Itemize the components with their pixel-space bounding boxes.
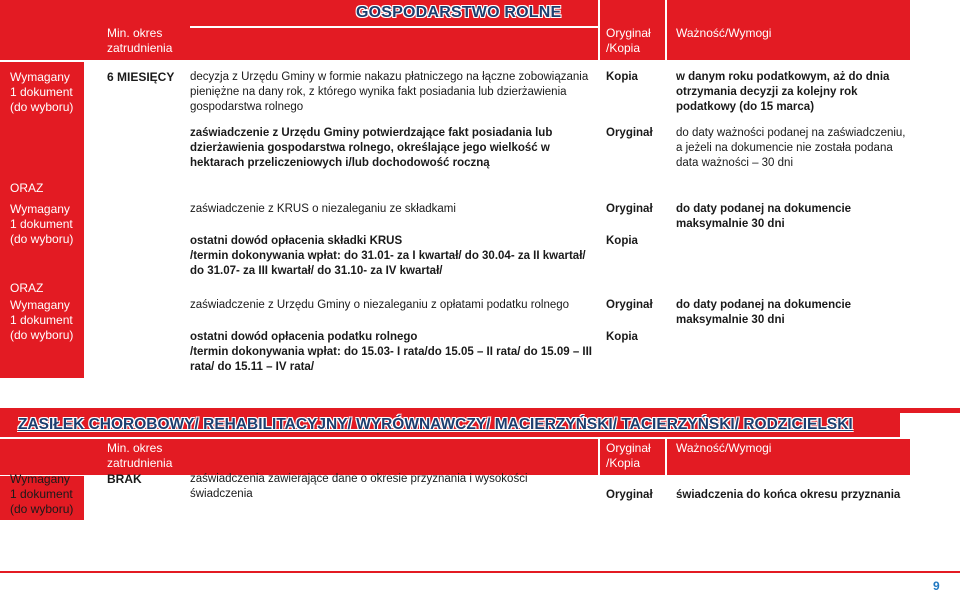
header-divider-v	[665, 0, 667, 60]
header-oryginal-kopia: Oryginał /Kopia	[606, 26, 651, 55]
document-type: Oryginał	[606, 299, 653, 311]
requirement: w danym roku podatkowym, aż do dnia otrzymania decyzji za kolejny rok podatkowy (do 15 marca)	[676, 71, 890, 113]
section2-title: ZASIŁEK CHOROBOWY/ REHABILITACYJNY/ WYRÓWNAWCZY/ MACIERZYŃSKI/ TACIERZYŃSKI/ RODZICIELSKI	[18, 416, 853, 433]
header-oryginal-kopia: Oryginał /Kopia	[606, 441, 651, 470]
label-wymagany: Wymagany 1 dokument (do wyboru)	[10, 70, 74, 114]
document-description: zaświadczenie z KRUS o niezaleganiu ze składkami	[190, 203, 456, 215]
document-description: ostatni dowód opłacenia składki KRUS /termin dokonywania wpłat: do 31.01- za I kwartał/ do 30.04- za II kwartał/ do 31.07- za III kwartał/ do 31.10- za IV kwartał/	[190, 235, 586, 277]
document-description: decyzja z Urzędu Gminy w formie nakazu płatniczego na łączne zobowiązania pieniężne na dany rok, z którego wynika fakt posiadania lub dzierżawienia gospodarstwa rolnego	[190, 71, 589, 113]
section1-title: GOSPODARSTWO ROLNE	[356, 4, 562, 21]
min-okres-value: 6 MIESIĘCY	[107, 70, 175, 84]
label-oraz: ORAZ	[10, 181, 44, 195]
header-divider-v	[598, 0, 600, 60]
label-oraz: ORAZ	[10, 281, 44, 295]
header-divider-v	[665, 439, 667, 475]
label-wymagany: Wymagany 1 dokument (do wyboru)	[10, 298, 74, 342]
header-divider	[190, 26, 598, 28]
requirement: do daty podanej na dokumencie maksymalnie 30 dni	[676, 299, 852, 326]
requirement: do daty podanej na dokumencie maksymalnie 30 dni	[676, 203, 852, 230]
requirement: do daty ważności podanej na zaświadczeniu, a jeżeli na dokumencie nie została podana data ważności – 30 dni	[676, 127, 906, 169]
page-number: 9	[933, 579, 940, 593]
document-description: ostatni dowód opłacenia podatku rolnego /termin dokonywania wpłat: do 15.03- I rata/do 15.05 – II rata/ do 15.09 – III rata/ do 15.11 – IV rata/	[190, 331, 592, 373]
min-okres-value: BRAK	[107, 472, 142, 486]
header-waznosc: Ważność/Wymogi	[676, 26, 772, 40]
requirement: świadczenia do końca okresu przyznania	[676, 489, 901, 501]
document-type: Kopia	[606, 71, 638, 83]
label-wymagany: Wymagany 1 dokument (do wyboru)	[10, 202, 74, 246]
document-type: Oryginał	[606, 489, 653, 501]
document-type: Kopia	[606, 235, 638, 247]
document-description: zaświadczenia zawierające dane o okresie przyznania i wysokości świadczenia	[190, 473, 528, 500]
label-wymagany: Wymagany 1 dokument (do wyboru)	[10, 472, 74, 516]
document-description: zaświadczenie z Urzędu Gminy potwierdzające fakt posiadania lub dzierżawienia gospodarstwa rolnego, określające jego wielkość w hektarach przeliczeniowych i/lub dochodowość roczną	[190, 127, 553, 169]
footer-rule	[0, 571, 960, 573]
header-min-okres: Min. okres zatrudnienia	[107, 441, 173, 470]
document-type: Kopia	[606, 331, 638, 343]
document-type: Oryginał	[606, 203, 653, 215]
header-waznosc: Ważność/Wymogi	[676, 441, 772, 455]
document-description: zaświadczenie z Urzędu Gminy o niezaleganiu z opłatami podatku rolnego	[190, 299, 570, 311]
document-type: Oryginał	[606, 127, 653, 139]
header-divider-v	[598, 439, 600, 475]
header-min-okres: Min. okres zatrudnienia	[107, 26, 173, 55]
